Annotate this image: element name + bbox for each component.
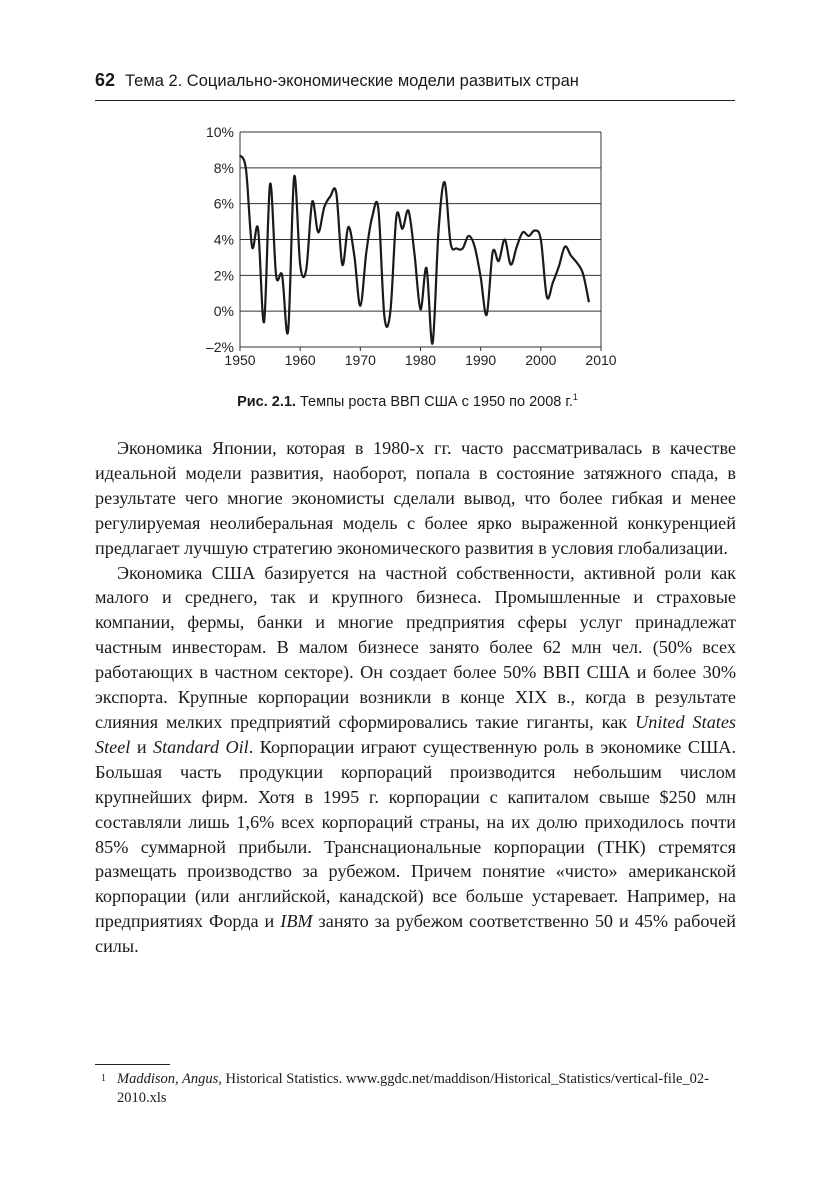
text-segment: Экономика США базируется на частной собственности, активной роли как малого и среднего, так и крупного бизнеса. Промышленные и страховые компании, фермы, банки и многие предприятия сферы услуг принадлежат частным инвесторам. В малом бизнесе занято более 62 млн чел. (50% всех работающих в частном секторе). Он создает более 50% ВВП США и более 30% экспорта. Крупные корпорации возникли в конце XIX в., когда в результате слияния мелких предприятий сформировались такие гиганты, как	[95, 562, 736, 732]
italic-term: United States Steel	[95, 711, 736, 757]
running-title: Тема 2. Социально-экономические модели развитых стран	[125, 72, 579, 90]
x-tick-label: 1980	[404, 352, 437, 368]
italic-term: Standard Oil	[153, 736, 249, 757]
footnote-text: , Historical Statistics. www.ggdc.net/maddison/Historical_Statistics/vertical-file_02-2010.xls	[117, 1071, 710, 1106]
gdp-growth-chart	[180, 120, 630, 385]
x-tick-label: 1950	[224, 352, 256, 368]
x-tick-label: 1990	[465, 352, 497, 368]
y-tick-label: 4%	[213, 231, 234, 248]
text-segment: занято за рубежом соответственно 50 и 45% рабочей силы.	[95, 911, 736, 957]
x-tick-label: 1970	[344, 352, 376, 368]
paragraph-usa	[95, 561, 736, 960]
y-tick-label: 6%	[213, 195, 234, 212]
body-text	[95, 436, 736, 959]
figure-caption	[0, 392, 815, 410]
italic-term: IBM	[280, 911, 313, 932]
x-tick-label: 1960	[284, 352, 316, 368]
footnote-divider	[95, 1064, 170, 1065]
x-tick-label: 2000	[525, 352, 557, 368]
footnote-author: Maddison, Angus	[117, 1071, 219, 1087]
x-tick-label: 2010	[585, 352, 617, 368]
y-tick-label: 0%	[213, 303, 234, 320]
y-tick-label: –2%	[205, 339, 234, 355]
running-header	[95, 70, 735, 101]
caption-footnote-mark: 1	[572, 392, 578, 402]
footnote-mark: 1	[101, 1073, 106, 1084]
y-tick-label: 2%	[213, 267, 234, 284]
paragraph-japan: Экономика Японии, которая в 1980-х гг. часто рассматривалась в качестве идеальной модели развития, наоборот, попала в состояние затяжного спада, в результате чего многие экономисты сделали вывод, что более гибкая и менее регулируемая неолиберальная модель с более ярко выраженной конкуренцией предлагает лучшую стратегию экономического развития в условия глобализации.	[95, 438, 736, 558]
caption-label: Рис. 2.1.	[237, 393, 296, 410]
footnote	[95, 1070, 736, 1108]
text-segment: и	[130, 736, 154, 757]
page-number: 62	[95, 70, 116, 90]
text-segment: . Корпорации играют существенную роль в экономике США. Большая часть продукции корпораций производится небольшим числом крупнейших фирм. Хотя в 1995 г. корпорации с капиталом свыше $250 млн составляли лишь 1,6% всех корпораций страны, на их долю приходилось почти 85% суммарной прибыли. Транснациональные корпорации (ТНК) стремятся размещать производство за рубежом. Причем понятие «чисто» американской корпорации (или английской, канадской) все больше устаревает. Например, на предприятиях Форда и	[95, 736, 736, 932]
gdp-growth-line	[240, 155, 589, 343]
y-tick-label: 8%	[213, 159, 234, 176]
caption-text: Темпы роста ВВП США с 1950 по 2008 г.	[295, 393, 573, 410]
y-tick-label: 10%	[205, 124, 234, 140]
